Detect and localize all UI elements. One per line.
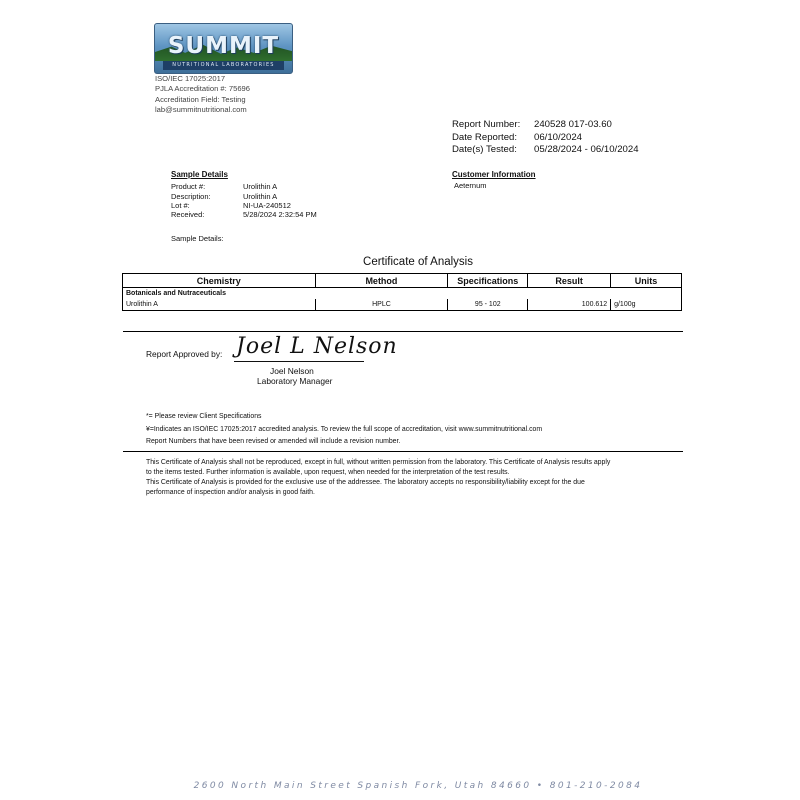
report-number: 240528 017-03.60	[534, 119, 612, 130]
coa-header-row	[123, 274, 682, 288]
logo-subtitle: NUTRITIONAL LABORATORIES	[163, 61, 284, 70]
sample-details-heading: Sample Details	[171, 170, 228, 179]
accreditation-pjla: PJLA Accreditation #: 75696	[155, 84, 250, 93]
section-botanicals: Botanicals and Nutraceuticals	[123, 288, 682, 300]
disclaimer-line: performance of inspection and/or analysis in good faith.	[146, 489, 315, 496]
date-reported: 06/10/2024	[534, 132, 583, 143]
signature-underline	[234, 361, 364, 362]
disclaimer-line: This Certificate of Analysis shall not be reproduced, except in full, without written permission from the laboratory. This Certificate of Analysis results apply	[146, 459, 611, 466]
note-iso: ¥=Indicates an ISO/IEC 17025:2017 accredited analysis. To review the full scope of accreditation, visit www.summitnutritional.com	[146, 426, 543, 433]
col-method: Method	[315, 274, 448, 288]
approved-by-label: Report Approved by:	[146, 349, 223, 359]
customer-name: Aeternum	[454, 181, 487, 190]
date-reported-label: Date Reported:	[452, 132, 518, 143]
received-label: Received:	[171, 210, 205, 219]
date-tested: 05/28/2024 - 06/10/2024	[534, 144, 639, 155]
footer-address: 2600 North Main Street Spanish Fork, Utah 84660 • 801-210-2084	[193, 781, 643, 791]
report-number-label: Report Number:	[452, 119, 521, 130]
note-revisions: Report Numbers that have been revised or amended will include a revision number.	[146, 438, 401, 445]
approver-name: Joel Nelson	[270, 366, 314, 376]
col-specifications: Specifications	[448, 274, 528, 288]
coa-title: Certificate of Analysis	[363, 256, 473, 268]
divider	[123, 451, 683, 452]
cell-chemistry: Urolithin A	[123, 299, 316, 311]
lot-label: Lot #:	[171, 201, 190, 210]
cell-spec: 95 - 102	[448, 299, 528, 311]
table-row	[123, 299, 682, 311]
col-units: Units	[611, 274, 682, 288]
disclaimer-line: to the items tested. Further information is available, upon request, when needed for the interpretation of the test results.	[146, 469, 510, 476]
cell-method: HPLC	[315, 299, 448, 311]
date-tested-label: Date(s) Tested:	[452, 144, 517, 155]
accreditation-field: Accreditation Field: Testing	[155, 95, 246, 104]
description-value: Urolithin A	[243, 192, 278, 201]
product-value: Urolithin A	[243, 182, 278, 191]
product-label: Product #:	[171, 182, 206, 191]
sample-details-label: Sample Details:	[171, 234, 224, 243]
description-label: Description:	[171, 192, 211, 201]
approver-title: Laboratory Manager	[257, 376, 333, 386]
cell-units: g/100g	[611, 299, 682, 311]
customer-info-heading: Customer Information	[452, 170, 536, 179]
cell-result: 100.612	[528, 299, 611, 311]
coa-table	[122, 273, 682, 311]
summit-logo	[154, 23, 293, 74]
col-result: Result	[528, 274, 611, 288]
lot-value: NI-UA-240512	[243, 201, 291, 210]
disclaimer-line: This Certificate of Analysis is provided for the exclusive use of the addressee. The laboratory accepts no responsibility/liability except for the due	[146, 479, 585, 486]
signature: Joel L Nelson	[236, 334, 398, 359]
logo-wordmark: SUMMIT	[167, 33, 280, 59]
col-chemistry: Chemistry	[123, 274, 316, 288]
note-client-specs: *= Please review Client Specifications	[146, 413, 262, 420]
divider	[123, 331, 683, 332]
received-value: 5/28/2024 2:32:54 PM	[243, 210, 317, 219]
accreditation-iso: ISO/IEC 17025:2017	[155, 74, 226, 83]
section-row	[123, 288, 682, 300]
lab-email: lab@summitnutritional.com	[155, 105, 247, 114]
